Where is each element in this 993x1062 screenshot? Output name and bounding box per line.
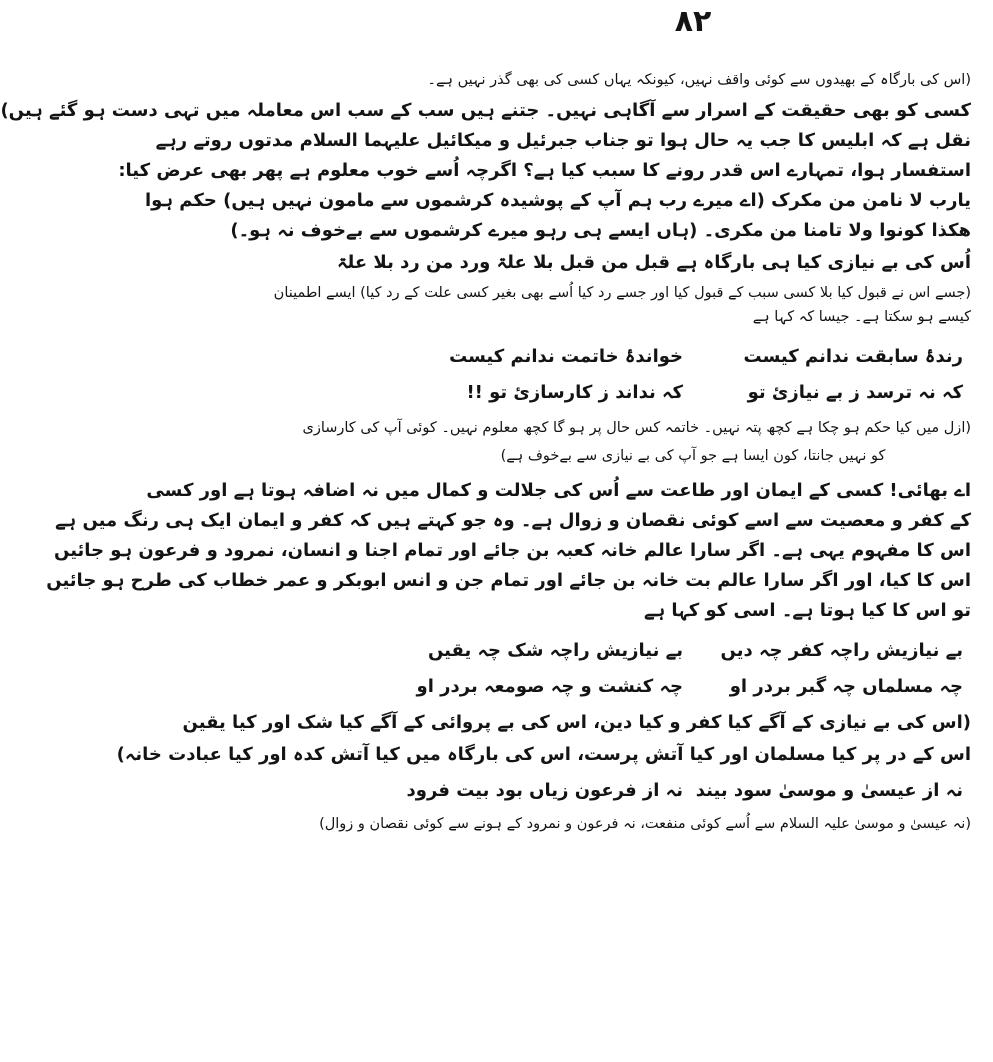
verse3-couplet-1 bbox=[406, 776, 963, 806]
verse1-couplet-2 bbox=[423, 378, 963, 408]
verse2-hemistich-right: بے نیازیش راچہ کفر چہ دیں bbox=[720, 640, 963, 661]
body-line-5: تو اس کا کیا ہوتا ہے۔ اسی کو کہا ہے bbox=[644, 600, 971, 621]
intro-line-5: یارب لا نامن من مکرک (اے میرے رب ہم آپ کے پوشیدہ کرشموں سے مامون نہیں ہیں) حکم ہوا bbox=[145, 190, 971, 211]
verse1-hemistich-left: خواندۂ خاتمت ندانم کیست bbox=[449, 346, 683, 367]
verse1-note-line-2: کو نہیں جانتا، کون ایسا ہے جو آپ کی بے نیازی سے بےخوف ہے) bbox=[500, 448, 886, 464]
verse2-couplet-1 bbox=[423, 636, 963, 666]
verse1-hemistich-right: رندۂ سابقت ندانم کیست bbox=[743, 346, 963, 367]
verse1-hemistich-right: کہ نہ ترسد ز بے نیازیٔ تو bbox=[747, 382, 963, 403]
verse1-couplet-1 bbox=[423, 342, 963, 372]
qabl-note-line-1: (جسے اس نے قبول کیا بلا کسی سبب کے قبول کیا اور جسے رد کیا اُسے بھی بغیر کسی علت کے رد کیا) ایسے اطمینان bbox=[273, 285, 971, 301]
verse2-note-line-2: اس کے در پر کیا مسلمان اور کیا آتش پرست، اس کی بارگاہ میں کیا آتش کدہ اور کیا عبادت خانہ) bbox=[116, 744, 971, 765]
verse3-note: (نہ عیسیٰ و موسیٰ علیہ السلام سے اُسے کوئی منفعت، نہ فرعون و نمرود کے ہونے سے کوئی نقصان و زوال) bbox=[319, 816, 971, 832]
body-line-4: اس کا کیا، اور اگر سارا عالم بت خانہ بن جائے اور تمام جن و انس ابوبکر و عمر خطاب کی طرح ہو جائیں bbox=[46, 570, 971, 591]
qabl-main-line: اُس کی بے نیازی کیا ہی بارگاہ ہے قبل من قبل بلا علۃ ورد من رد بلا علۃ bbox=[336, 252, 971, 273]
intro-line-3: نقل ہے کہ ابلیس کا جب یہ حال ہوا تو جناب جبرئیل و میکائیل علیہما السلام مدتوں روتے رہے bbox=[155, 130, 971, 151]
body-line-1: اے بھائی! کسی کے ایمان اور طاعت سے اُس کی جلالت و کمال میں نہ اضافہ ہوتا ہے اور کسی bbox=[146, 480, 971, 501]
body-line-3: اس کا مفہوم یہی ہے۔ اگر سارا عالم خانہ کعبہ بن جائے اور تمام اجنا و انسان، نمرود و فرعون ہو جائیں bbox=[54, 540, 971, 561]
page-number: ۸۲ bbox=[674, 4, 712, 39]
verse2-couplet-2 bbox=[416, 672, 963, 702]
verse2-hemistich-left: چہ کنشت و چہ صومعہ بردر او bbox=[416, 676, 683, 697]
verse1-hemistich-left: کہ نداند ز کارسازیٔ تو !! bbox=[466, 382, 683, 403]
verse3-hemistich-left: نہ از فرعون زیاں بود بیت فرود bbox=[406, 780, 683, 801]
intro-note-line-1: (اس کی بارگاہ کے بھیدوں سے کوئی واقف نہیں، کیونکہ یہاں کسی کی بھی گذر نہیں ہے۔ bbox=[427, 72, 971, 88]
intro-line-2: کسی کو بھی حقیقت کے اسرار سے آگاہی نہیں۔ جتنے ہیں سب کے سب اس معاملہ میں تہی دست ہو گئے ہیں) bbox=[0, 100, 971, 121]
verse2-hemistich-right: چہ مسلماں چہ گبر بردر او bbox=[729, 676, 963, 697]
verse2-note-line-1: (اس کی بے نیازی کے آگے کیا کفر و کیا دین، اس کی بے پروائی کے آگے کیا شک اور کیا یقین bbox=[182, 712, 971, 733]
qabl-note-line-2: کیسے ہو سکتا ہے۔ جیسا کہ کہا ہے bbox=[752, 309, 971, 325]
verse1-note-line-1: (ازل میں کیا حکم ہو چکا ہے کچھ پتہ نہیں۔ خاتمہ کس حال پر ہو گا کچھ معلوم نہیں۔ کوئی آپ کی کارسازی bbox=[302, 420, 971, 436]
verse2-hemistich-left: بے نیازیش راچہ شک چہ یقیں bbox=[427, 640, 683, 661]
intro-line-6: ھکذا کونوا ولا تامنا من مکری۔ (ہاں ایسے ہی رہو میرے کرشموں سے بےخوف نہ ہو۔) bbox=[230, 220, 971, 241]
body-line-2: کے کفر و معصیت سے اسے کوئی نقصان و زوال ہے۔ وہ جو کہتے ہیں کہ کفر و ایمان ایک ہی رنگ میں ہے bbox=[55, 510, 971, 531]
verse3-hemistich-right: نہ از عیسیٰ و موسیٰ سود بیند bbox=[695, 780, 963, 801]
intro-line-4: استفسار ہوا، تمہارے اس قدر رونے کا سبب کیا ہے؟ اگرچہ اُسے خوب معلوم ہے پھر بھی عرض کیا: bbox=[118, 160, 971, 181]
